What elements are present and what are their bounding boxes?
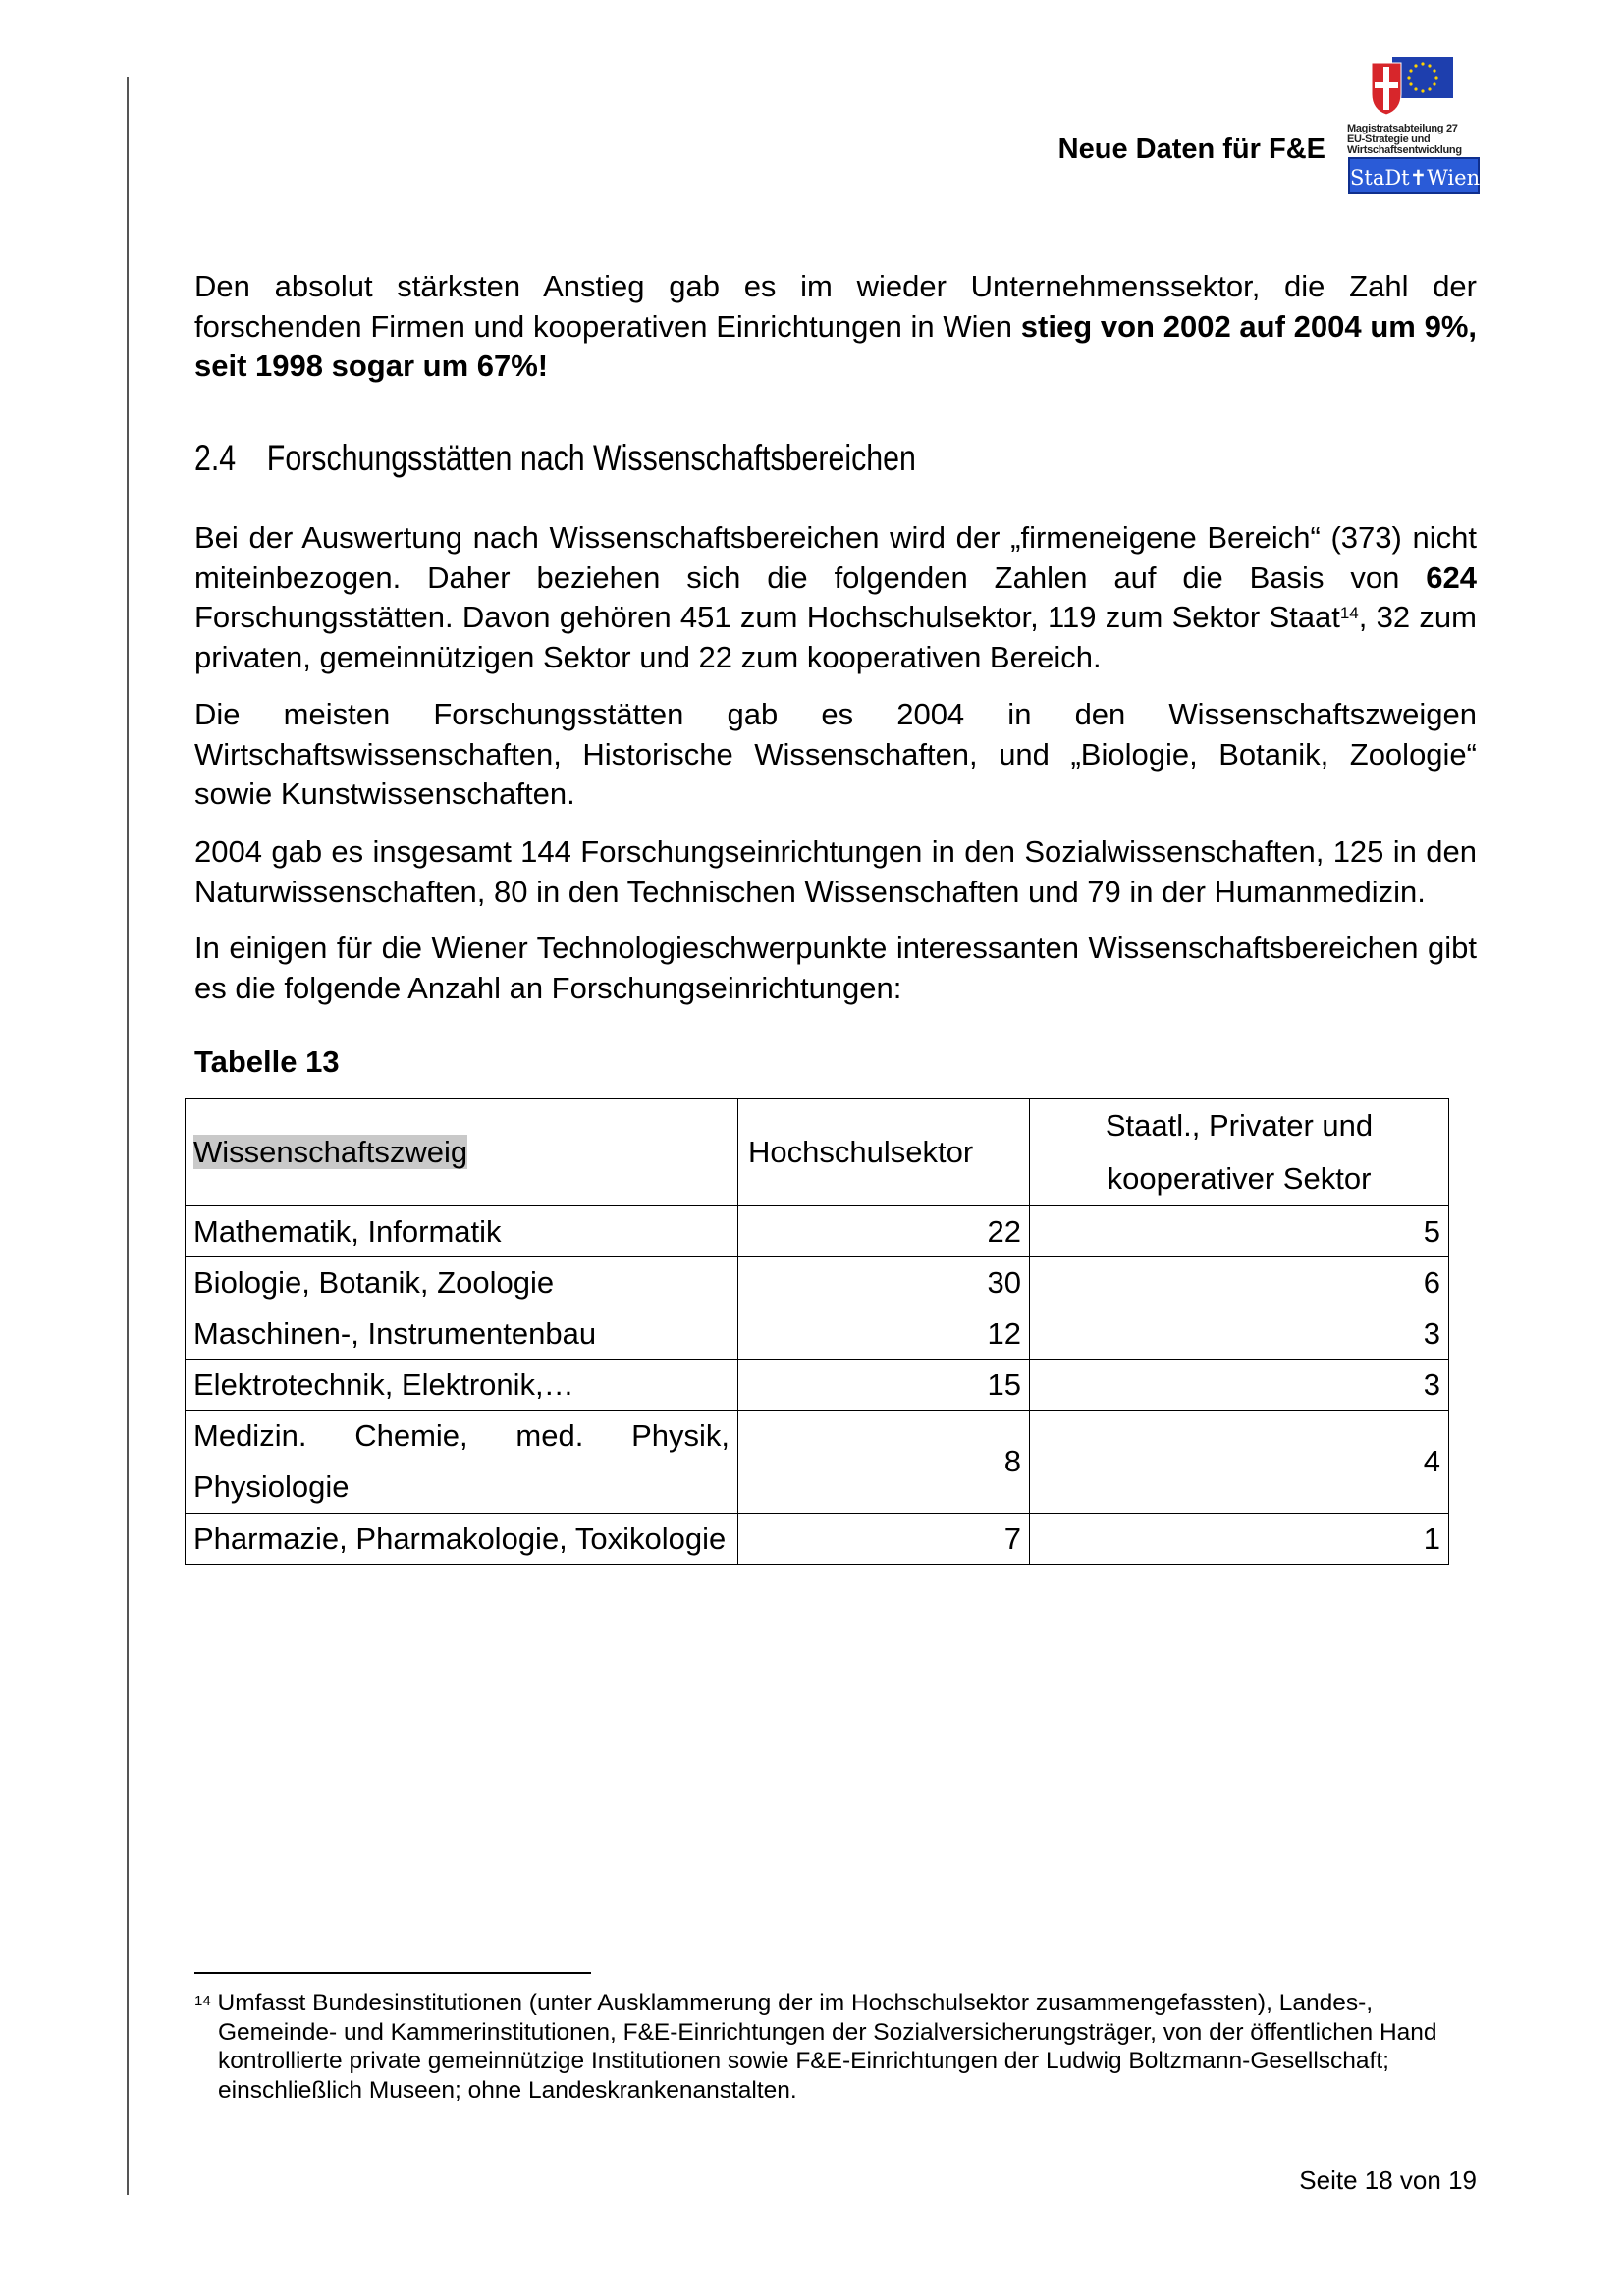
intro-paragraph: Den absolut stärksten Anstieg gab es im wieder Unternehmenssektor, die Zahl der forschenden Firmen und kooperativen Einrichtungen in Wien stieg von 2002 auf 2004 um 9%, seit 1998 sogar um 67%! (194, 269, 1477, 383)
section-heading (194, 438, 916, 479)
logo-department-text: Magistratsabteilung 27 EU-Strategie und Wirtschaftsentwicklung (1347, 123, 1462, 156)
paragraph-base: Bei der Auswertung nach Wissenschaftsbereichen wird der „firmeneigene Bereich“ (373) nicht miteinbezogen. Daher beziehen sich die folgenden Zahlen auf die Basis von 624 Forschungsstätten. Davon gehören 451 zum Hochschulsektor, 119 zum Sektor Staat$^{14}$, 32 zum privaten, gemeinnützigen Sektor und 22 zum kooperativen Bereich. (194, 520, 1477, 674)
table-row: Mathematik, Informatik 22 5 (186, 1206, 1449, 1257)
table-row: Pharmazie, Pharmakologie, Toxikologie 7 1 (186, 1514, 1449, 1565)
footnote-number: 14 (194, 1993, 211, 2009)
table-row: Medizin. Chemie, med. Physik, Physiologie 8 4 (186, 1411, 1449, 1514)
table-row: Maschinen-, Instrumentenbau 12 3 (186, 1308, 1449, 1360)
table-header-row (186, 1099, 1449, 1206)
header-title: Neue Daten für F&E (1057, 133, 1325, 165)
highlighted-header: Wissenschaftszweig (193, 1135, 468, 1169)
header-cell-field (186, 1099, 738, 1206)
header-cell-hochschul: Hochschulsektor (738, 1099, 1030, 1206)
paragraph-most: Die meisten Forschungsstätten gab es 2004 in den Wissenschaftszweigen Wirtschaftswissenschaften, Historische Wissenschaften, und „Biologie, Botanik, Zoologie“ sowie Kunstwissenschaften. (194, 697, 1477, 811)
section-title: Forschungsstätten nach Wissenschaftsbereichen (266, 438, 916, 478)
vienna-shield-icon (1371, 61, 1402, 116)
table-caption: Tabelle 13 (194, 1044, 340, 1079)
header-cell-staat: Staatl., Privater und kooperativer Sektor (1030, 1099, 1449, 1206)
data-table (185, 1098, 1449, 1565)
vienna-eu-logo (1343, 55, 1485, 198)
stadt-wien-badge: StaDt✝Wien (1348, 157, 1480, 194)
footnote: $^{14}$ Umfasst Bundesinstitutionen (unter Ausklammerung der im Hochschulsektor zusammengefassten), Landes-, Gemeinde- und Kammerinstitutionen, F&E-Einrichtungen der Sozialversicherungsträger, von der öffentlichen Hand kontrollierte private gemeinnützige Institutionen sowie F&E-Einrichtungen der Ludwig Boltzmann-Gesellschaft; einschließlich Museen; ohne Landeskrankenanstalten. (194, 1990, 1437, 2104)
footnote-separator (194, 1972, 591, 1974)
section-number: 2.4 (194, 438, 237, 478)
page-number: Seite 18 von 19 (1299, 2165, 1477, 2195)
paragraph-totals: 2004 gab es insgesamt 144 Forschungseinrichtungen in den Sozialwissenschaften, 125 in den Naturwissenschaften, 80 in den Technischen Wissenschaften und 79 in der Humanmedizin. (194, 834, 1477, 909)
paragraph-intro-table: In einigen für die Wiener Technologieschwerpunkte interessanten Wissenschaftsbereichen gibt es die folgende Anzahl an Forschungseinrichtungen: (194, 931, 1477, 1005)
table-row: Biologie, Botanik, Zoologie 30 6 (186, 1257, 1449, 1308)
left-margin-rule (127, 77, 129, 2195)
footnote-ref: 14 (1339, 604, 1359, 622)
table-row: Elektrotechnik, Elektronik,… 15 3 (186, 1360, 1449, 1411)
